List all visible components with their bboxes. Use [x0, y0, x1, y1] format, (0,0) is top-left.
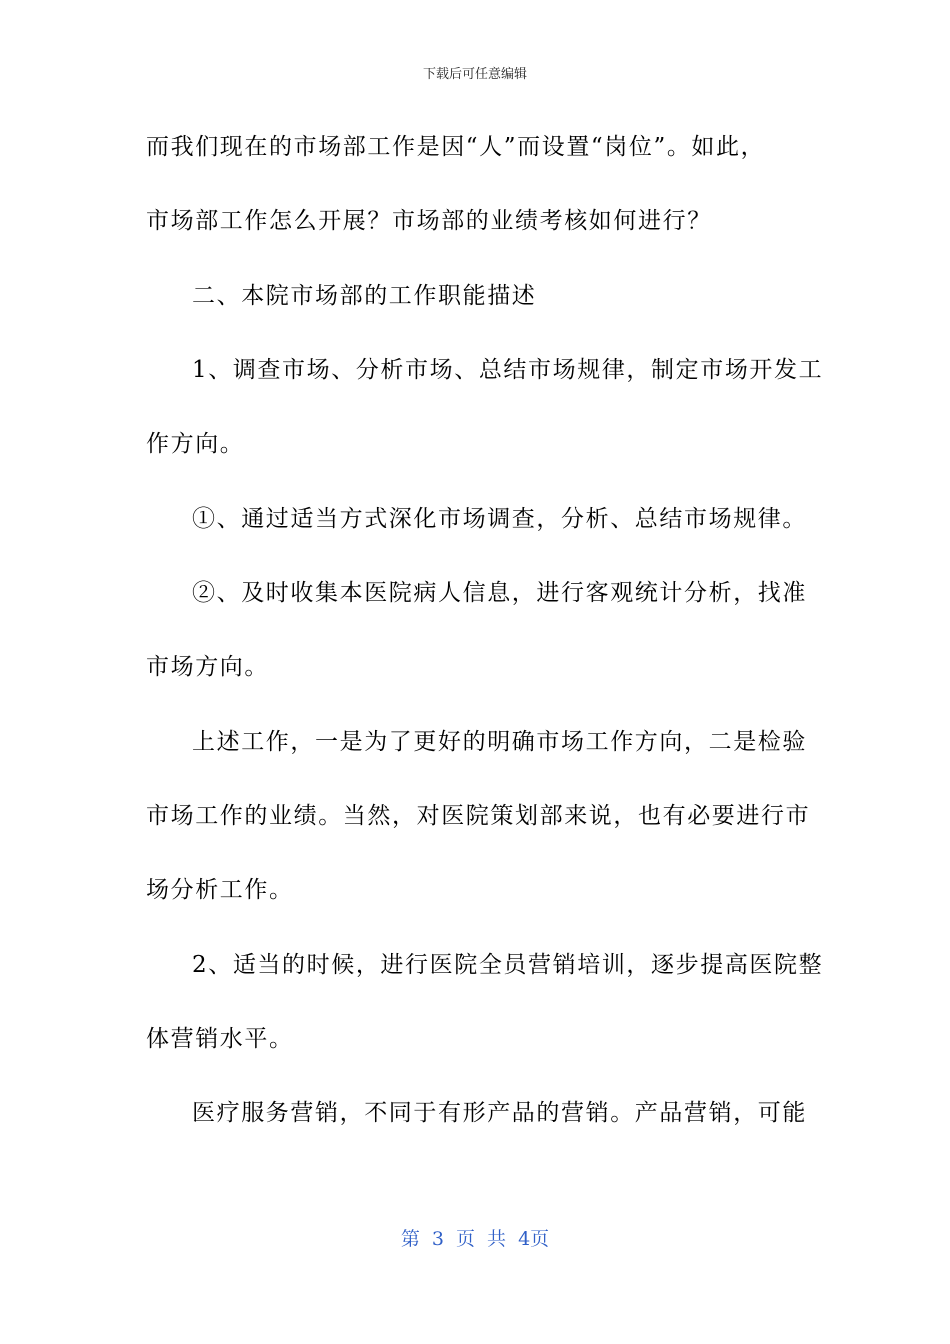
body-line: ①、通过适当方式深化市场调查，分析、总结市场规律。: [192, 506, 807, 532]
page-header-note: 下载后可任意编辑: [422, 67, 527, 82]
body-line: 市场部工作怎么开展？市场部的业绩考核如何进行？: [146, 208, 712, 234]
body-line: 而我们现在的市场部工作是因“人”而设置“岗位”。如此，: [146, 134, 766, 160]
section-heading: 二、本院市场部的工作职能描述: [192, 283, 537, 309]
body-line: 作方向。: [146, 431, 245, 457]
body-line: 1、调查市场、分析市场、总结市场规律，制定市场开发工: [192, 357, 824, 383]
body-line: 场分析工作。: [146, 877, 294, 903]
body-line: 上述工作，一是为了更好的明确市场工作方向，二是检验: [192, 729, 807, 755]
page-number-footer: 第 3 页 共 4页: [400, 1228, 550, 1250]
body-line: 市场工作的业绩。当然，对医院策划部来说，也有必要进行市: [146, 803, 811, 829]
body-line: 医疗服务营销，不同于有形产品的营销。产品营销，可能: [192, 1100, 807, 1126]
body-line: 市场方向。: [146, 654, 269, 680]
body-line: 体营销水平。: [146, 1026, 294, 1052]
body-line: 2、适当的时候，进行医院全员营销培训，逐步提高医院整: [192, 952, 824, 978]
body-line: ②、及时收集本医院病人信息，进行客观统计分析，找准: [192, 580, 807, 606]
